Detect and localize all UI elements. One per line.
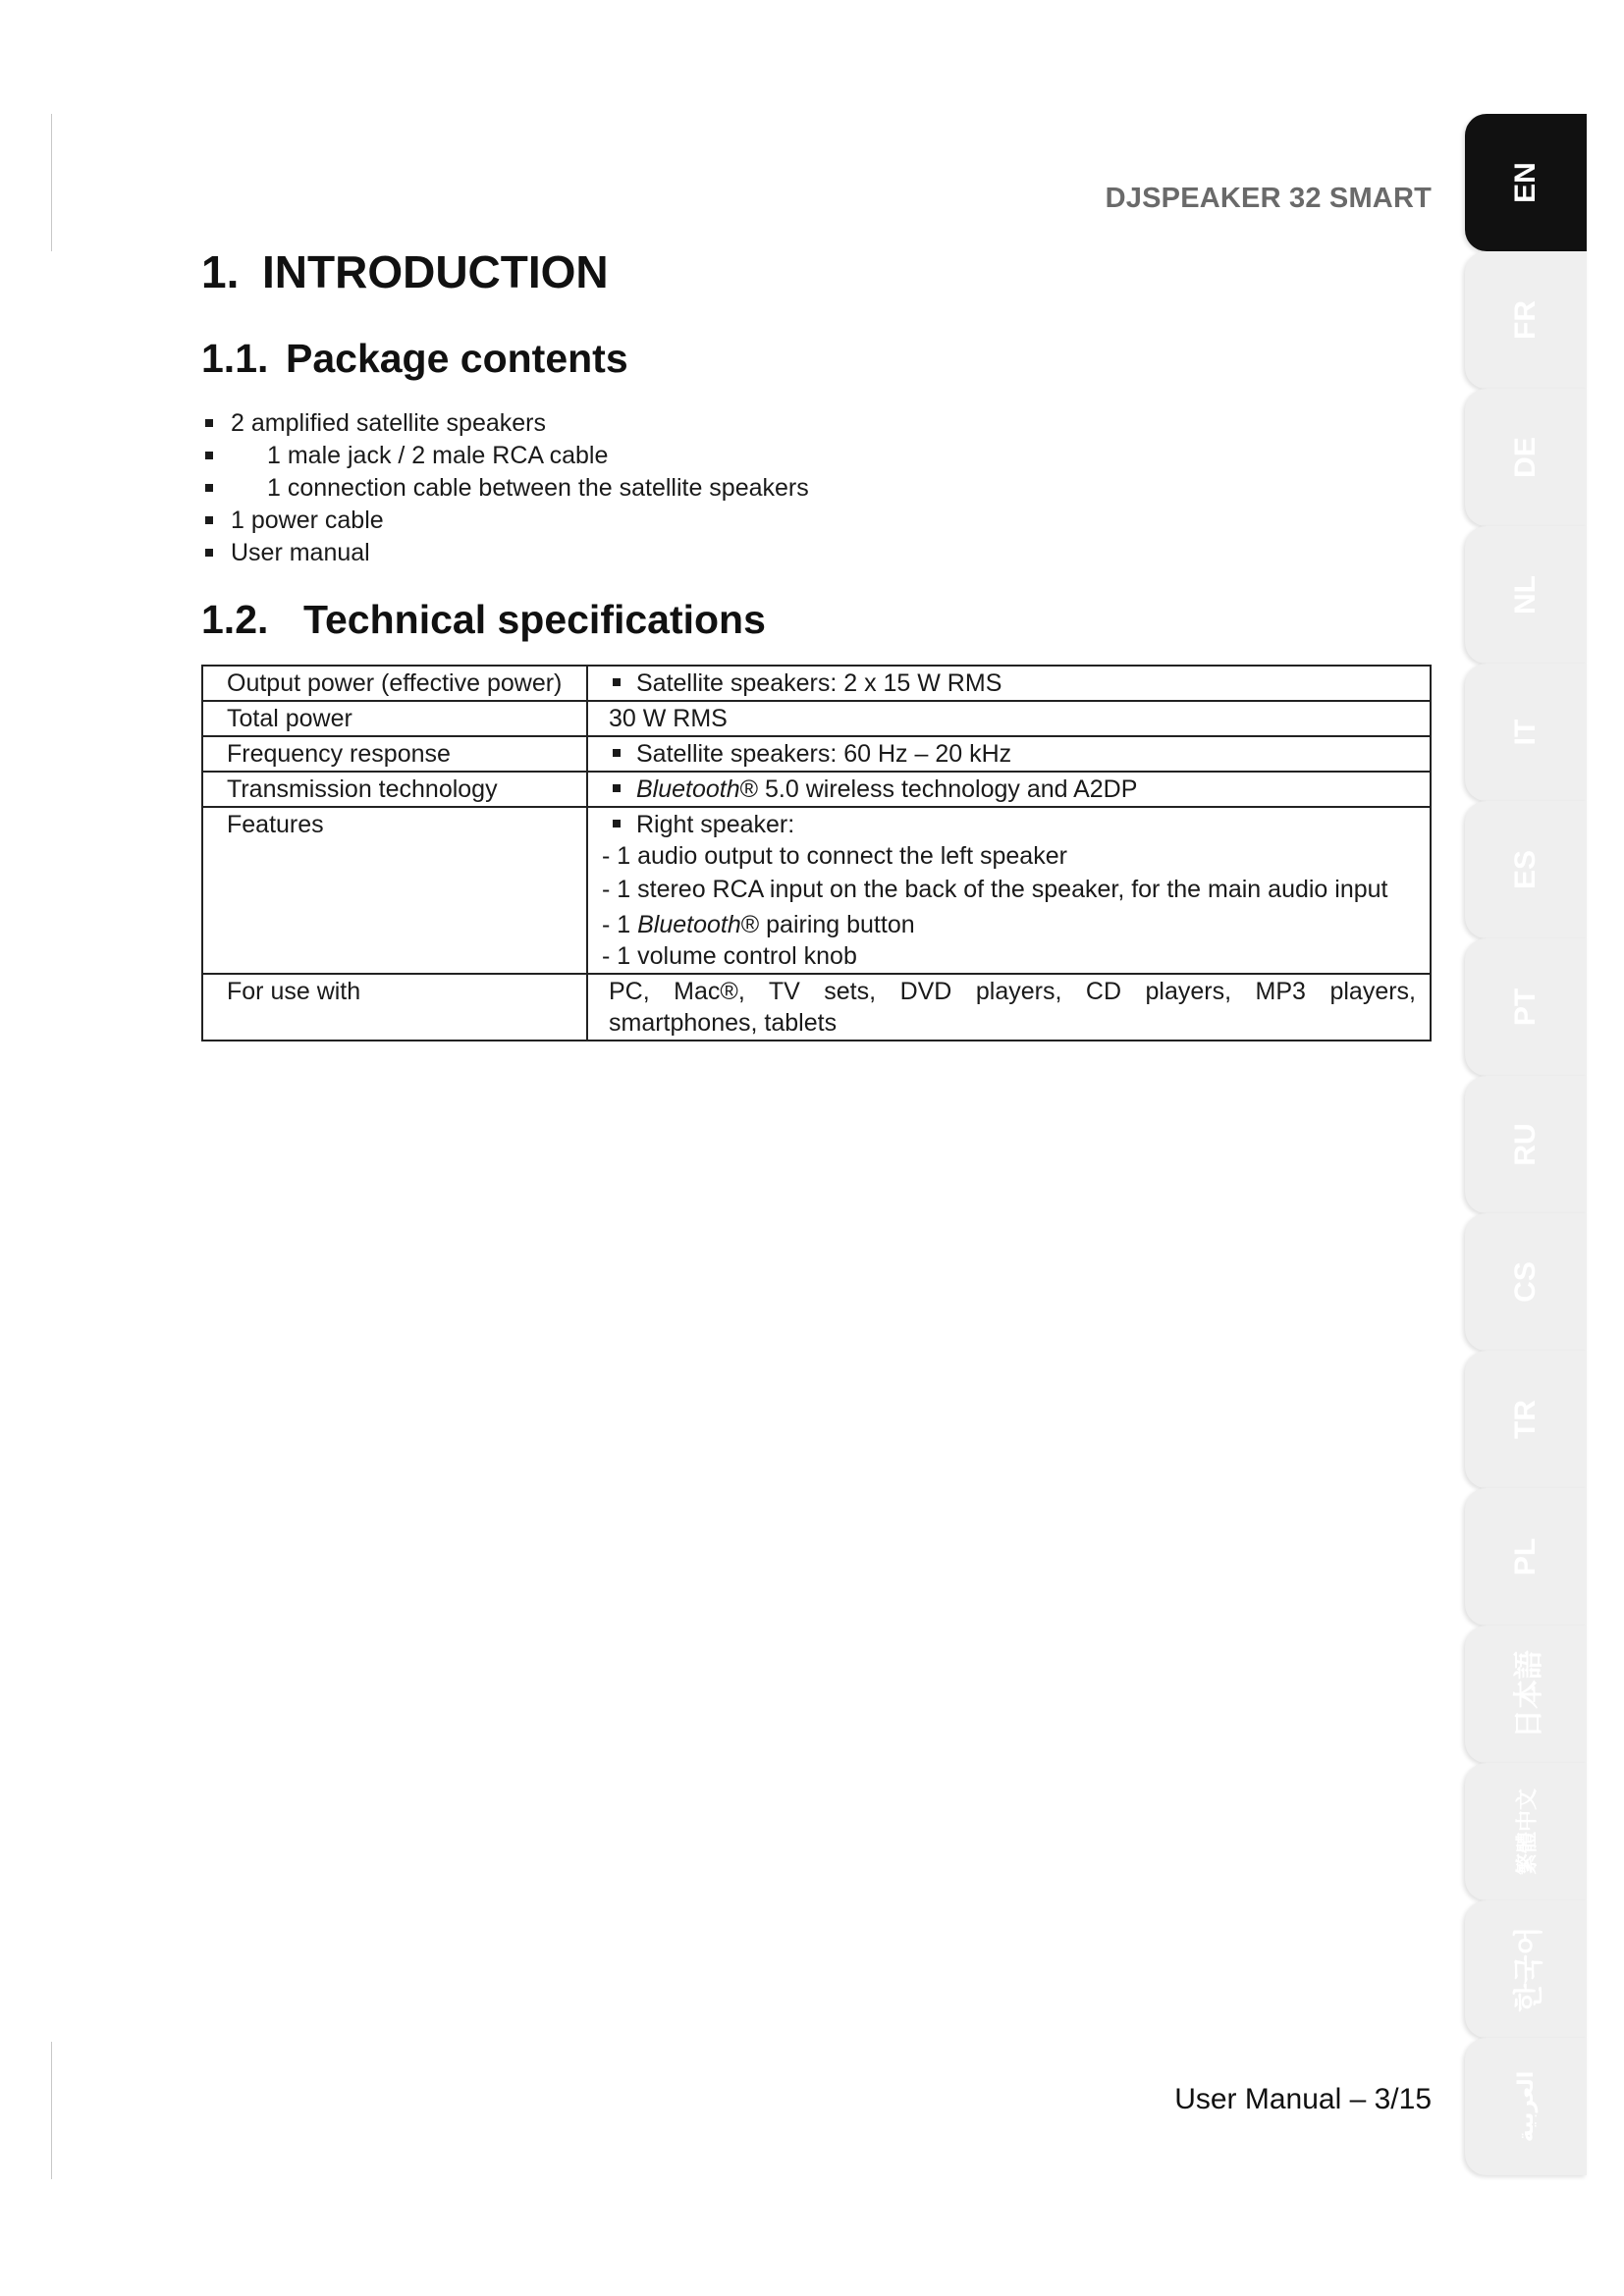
bullet-icon	[205, 516, 213, 524]
section-number: 1.1.	[201, 336, 269, 381]
tab-it[interactable]: IT	[1465, 664, 1587, 801]
tab-zh-hant[interactable]: 繁體中文	[1465, 1763, 1587, 1900]
tab-ar[interactable]: العربية	[1465, 2038, 1587, 2175]
section-number: 1.	[201, 246, 240, 297]
tab-pl[interactable]: PL	[1465, 1488, 1587, 1626]
feature-line: - 1 volume control knob	[602, 942, 857, 970]
tab-de[interactable]: DE	[1465, 389, 1587, 526]
bullet-icon	[205, 419, 213, 427]
specifications-table	[201, 665, 1432, 1041]
margin-line-top	[51, 114, 52, 251]
tab-fr[interactable]: FR	[1465, 251, 1587, 389]
spec-value: 30 W RMS	[587, 701, 1431, 736]
spec-label: Transmission technology	[202, 772, 587, 807]
bullet-icon	[613, 749, 621, 757]
list-item: User manual	[201, 537, 809, 569]
list-item: 1 connection cable between the satellite speakers	[201, 472, 809, 505]
spec-value: PC, Mac®, TV sets, DVD players, CD players, MP3 players, smartphones, tablets	[587, 974, 1431, 1041]
bullet-icon	[205, 549, 213, 557]
section-title-package-contents	[201, 336, 628, 382]
list-item: 2 amplified satellite speakers	[201, 407, 809, 440]
spec-value: Bluetooth® 5.0 wireless technology and A2DP	[587, 772, 1431, 807]
package-contents-list	[201, 407, 809, 569]
table-row	[202, 701, 1431, 736]
list-item: 1 power cable	[201, 505, 809, 537]
spec-label: For use with	[202, 974, 587, 1041]
table-row	[202, 974, 1431, 1041]
spec-label: Total power	[202, 701, 587, 736]
tab-en[interactable]: EN	[1465, 114, 1587, 251]
table-row	[202, 772, 1431, 807]
spec-label: Frequency response	[202, 736, 587, 772]
bullet-icon	[613, 678, 621, 686]
bullet-icon	[613, 820, 621, 828]
tab-tr[interactable]: TR	[1465, 1351, 1587, 1488]
tab-pt[interactable]: PT	[1465, 938, 1587, 1076]
tab-ja[interactable]: 日本語	[1465, 1626, 1587, 1763]
feature-heading: Right speaker:	[602, 809, 1422, 840]
product-header: DJSPEAKER 32 SMART	[1105, 183, 1432, 214]
section-title-technical-specifications	[201, 597, 766, 643]
tab-ru[interactable]: RU	[1465, 1076, 1587, 1213]
spec-value	[587, 807, 1431, 974]
bullet-icon	[205, 452, 213, 459]
section-title-text: Technical specifications	[303, 597, 766, 642]
spec-label: Features	[202, 807, 587, 974]
bullet-icon	[205, 484, 213, 492]
section-title-text: INTRODUCTION	[262, 246, 609, 297]
feature-line: - 1 stereo RCA input on the back of the speaker, for the main audio input	[602, 876, 1388, 903]
page-footer: User Manual – 3/15	[1174, 2083, 1432, 2115]
spec-value: Satellite speakers: 2 x 15 W RMS	[587, 666, 1431, 701]
section-number: 1.2.	[201, 597, 269, 642]
feature-line: - 1 Bluetooth® pairing button	[602, 911, 915, 938]
table-row	[202, 736, 1431, 772]
table-row	[202, 666, 1431, 701]
margin-line-bottom	[51, 2042, 52, 2179]
feature-line: - 1 audio output to connect the left speaker	[602, 842, 1067, 870]
tab-ko[interactable]: 한국어	[1465, 1900, 1587, 2038]
section-title-introduction	[201, 245, 609, 298]
table-row	[202, 807, 1431, 974]
spec-value: Satellite speakers: 60 Hz – 20 kHz	[587, 736, 1431, 772]
tab-es[interactable]: ES	[1465, 801, 1587, 938]
list-item: 1 male jack / 2 male RCA cable	[201, 440, 809, 472]
tab-cs[interactable]: CS	[1465, 1213, 1587, 1351]
tab-nl[interactable]: NL	[1465, 526, 1587, 664]
spec-label: Output power (effective power)	[202, 666, 587, 701]
section-title-text: Package contents	[286, 336, 628, 381]
bullet-icon	[613, 784, 621, 792]
